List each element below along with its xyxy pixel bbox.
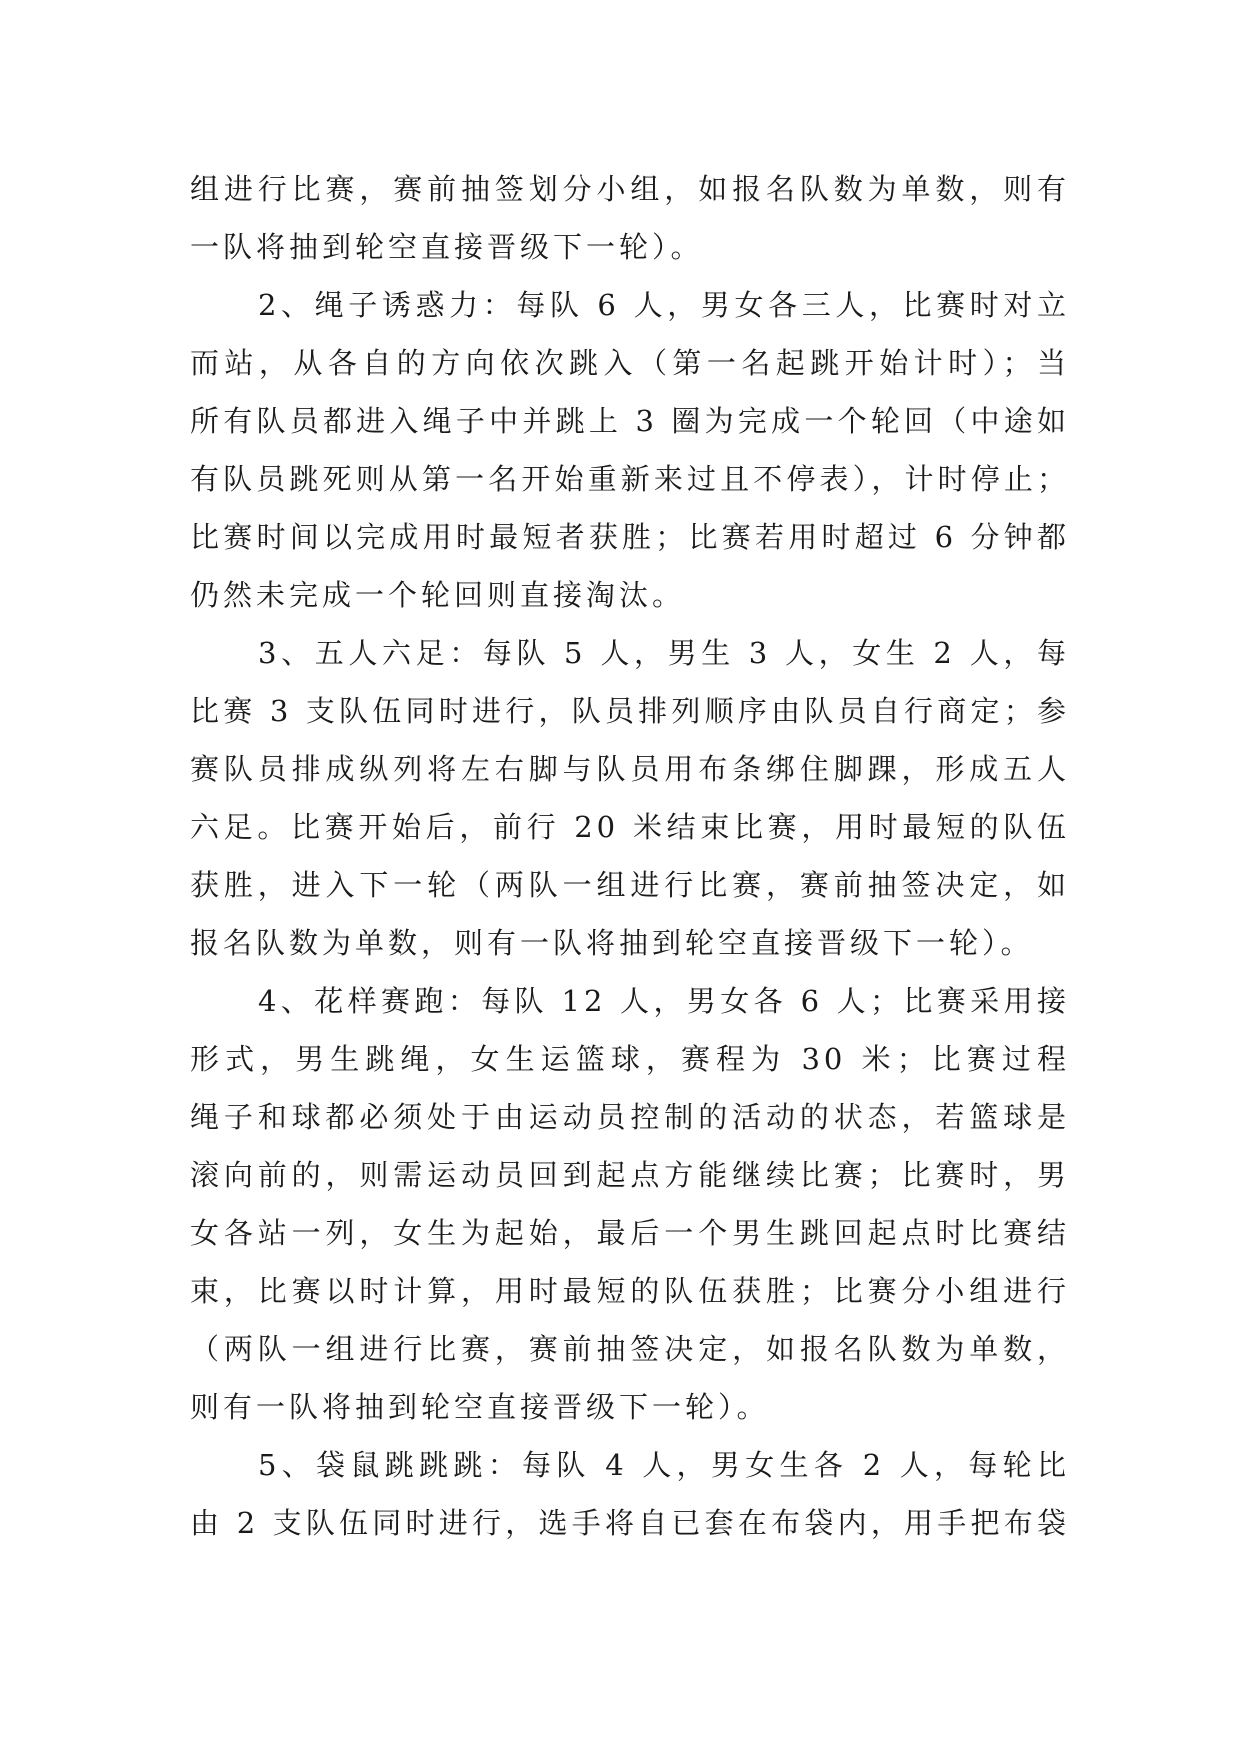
text-line: 组进行比赛，赛前抽签划分小组，如报名队数为单数，则有 — [190, 172, 1070, 206]
text-line: 比赛时间以完成用时最短者获胜；比赛若用时超过 6 分钟都 — [190, 520, 1070, 554]
text-line: 仍然未完成一个轮回则直接淘汰。 — [190, 578, 686, 612]
text-line: 4、花样赛跑：每队 12 人，男女各 6 人；比赛采用接 — [258, 984, 1070, 1018]
text-line: （两队一组进行比赛，赛前抽签决定，如报名队数为单数， — [190, 1332, 1070, 1366]
text-line: 报名队数为单数，则有一队将抽到轮空直接晋级下一轮）。 — [190, 926, 1034, 960]
text-line: 3、五人六足：每队 5 人，男生 3 人，女生 2 人，每 — [258, 636, 1070, 670]
text-line: 由 2 支队伍同时进行，选手将自已套在布袋内，用手把布袋 — [190, 1506, 1070, 1540]
text-line: 一队将抽到轮空直接晋级下一轮）。 — [190, 230, 704, 264]
text-line: 而站，从各自的方向依次跳入（第一名起跳开始计时）；当 — [190, 346, 1070, 380]
text-line: 赛队员排成纵列将左右脚与队员用布条绑住脚踝，形成五人 — [190, 752, 1070, 786]
text-line: 2、绳子诱惑力：每队 6 人，男女各三人，比赛时对立 — [258, 288, 1070, 322]
text-line: 获胜，进入下一轮（两队一组进行比赛，赛前抽签决定，如 — [190, 868, 1070, 902]
text-line: 女各站一列，女生为起始，最后一个男生跳回起点时比赛结 — [190, 1216, 1070, 1250]
document-body — [190, 160, 1070, 1552]
text-line: 六足。比赛开始后，前行 20 米结束比赛，用时最短的队伍 — [190, 810, 1070, 844]
text-line: 形式，男生跳绳，女生运篮球，赛程为 30 米；比赛过程 — [190, 1042, 1070, 1076]
text-line: 则有一队将抽到轮空直接晋级下一轮）。 — [190, 1390, 770, 1424]
text-line: 绳子和球都必须处于由运动员控制的活动的状态，若篮球是 — [190, 1100, 1070, 1134]
text-line: 5、袋鼠跳跳跳：每队 4 人，男女生各 2 人，每轮比 — [258, 1448, 1070, 1482]
text-line: 滚向前的，则需运动员回到起点方能继续比赛；比赛时，男 — [190, 1158, 1070, 1192]
text-line: 所有队员都进入绳子中并跳上 3 圈为完成一个轮回（中途如 — [190, 404, 1070, 438]
text-line: 有队员跳死则从第一名开始重新来过且不停表），计时停止； — [190, 462, 1070, 496]
text-line: 比赛 3 支队伍同时进行，队员排列顺序由队员自行商定；参 — [190, 694, 1070, 728]
text-line: 束，比赛以时计算，用时最短的队伍获胜；比赛分小组进行 — [190, 1274, 1070, 1308]
